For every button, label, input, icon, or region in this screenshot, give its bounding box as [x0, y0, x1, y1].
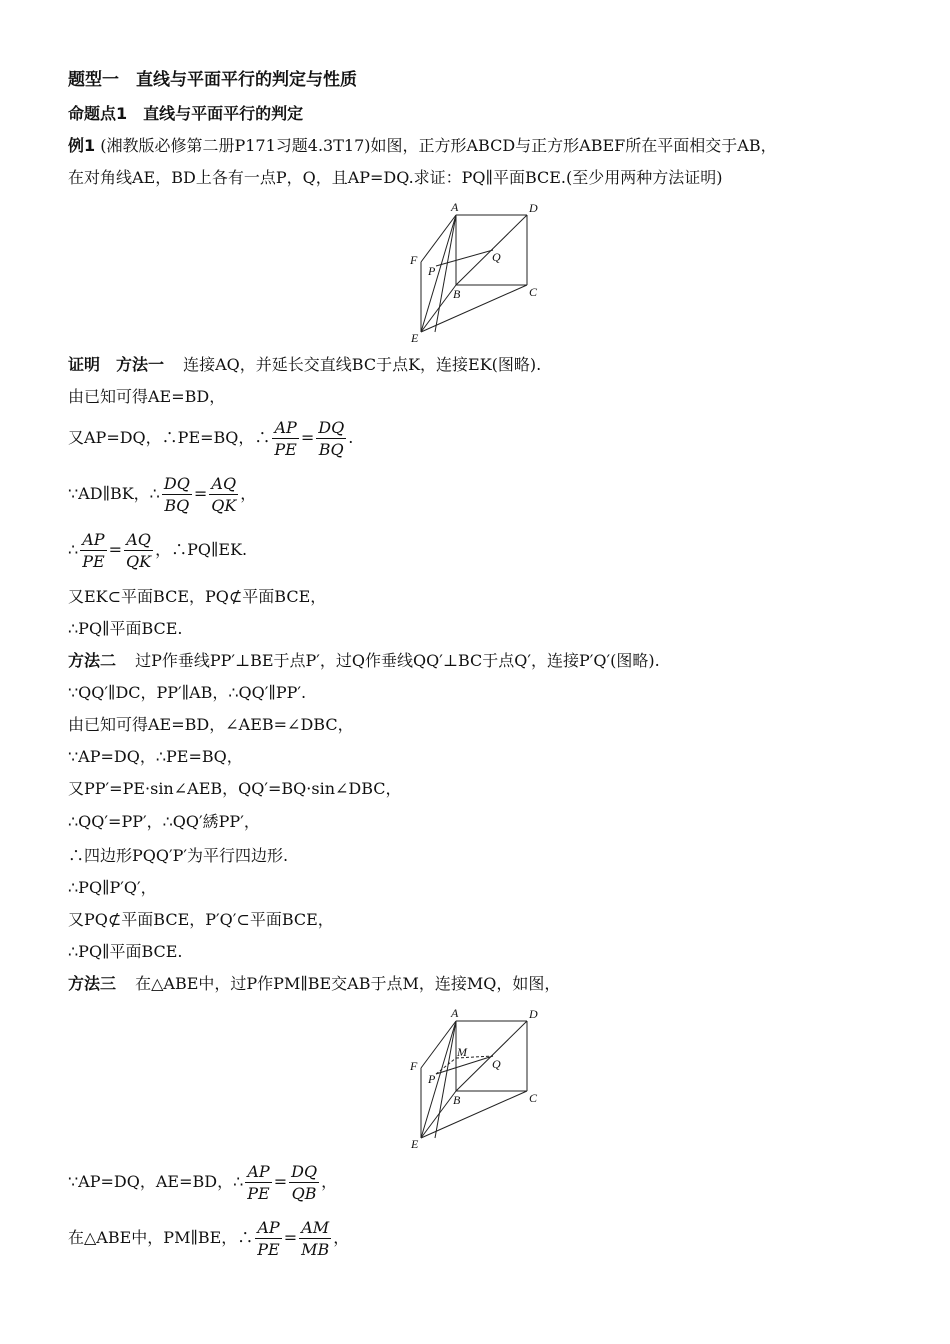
- label-F: F: [410, 1059, 418, 1073]
- fraction-num: AP: [255, 1217, 281, 1239]
- method2-line-7: ∴PQ∥P′Q′，: [68, 878, 157, 897]
- label-M: M: [457, 1045, 467, 1059]
- equals: =: [300, 428, 315, 447]
- label-Q: Q: [492, 250, 501, 264]
- label-B: B: [453, 1093, 461, 1107]
- method3-head: 方法三: [68, 974, 117, 993]
- fraction-num: DQ: [163, 474, 190, 493]
- method2-line-5: ∴QQ′=PP′，∴QQ′綉PP′，: [68, 812, 260, 831]
- example-line-2: 在对角线AE，BD上各有一点P，Q，且AP=DQ.求证：PQ∥平面BCE.(至少用两种方法证明): [68, 168, 723, 187]
- label-P: P: [428, 1072, 436, 1086]
- label-E: E: [411, 331, 419, 345]
- method2-line-9: ∴PQ∥平面BCE.: [68, 942, 183, 961]
- method2-line-3: ∵AP=DQ，∴PE=BQ，: [68, 747, 243, 766]
- method1-line-3: [68, 473, 256, 516]
- fraction-num: AP: [272, 417, 298, 439]
- cube-diagram-2: [400, 1004, 550, 1154]
- fraction-num: AP: [245, 1161, 271, 1183]
- method2-text-0: 过P作垂线PP′⊥BE于点P′，过Q作垂线QQ′⊥BC于点Q′，连接P′Q′(图略).: [135, 651, 660, 670]
- label-D: D: [529, 1007, 538, 1021]
- fraction-den: BQ: [318, 440, 344, 459]
- fraction-den: PE: [274, 440, 297, 459]
- method2-line-2: 由已知可得AE=BD，∠AEB=∠DBC，: [68, 715, 354, 734]
- fraction-den: MB: [301, 1240, 330, 1259]
- fraction-num: AM: [299, 1217, 331, 1239]
- label-C: C: [529, 285, 538, 299]
- label-F: F: [410, 253, 418, 267]
- fraction-den: QB: [291, 1184, 317, 1203]
- method3-l2-pre: 在△ABE中，PM∥BE，∴: [68, 1228, 254, 1247]
- label-Q: Q: [492, 1057, 501, 1071]
- fraction-den: QK: [211, 496, 237, 515]
- fraction-den: BQ: [164, 496, 190, 515]
- equals: =: [108, 540, 123, 559]
- fraction: [209, 473, 238, 516]
- equals: =: [193, 484, 208, 503]
- fraction: [272, 417, 298, 460]
- label-C: C: [529, 1091, 538, 1105]
- example-line-1: [68, 136, 777, 156]
- example-label: 例1: [68, 136, 96, 155]
- method1-head: 证明 方法一: [68, 355, 165, 374]
- fraction-num: AQ: [124, 529, 153, 551]
- method2-head: 方法二: [68, 651, 117, 670]
- method1-l2-pre: 又AP=DQ，∴PE=BQ，∴: [68, 428, 271, 447]
- fraction-num: DQ: [291, 1162, 318, 1181]
- fraction-den: PE: [82, 552, 105, 571]
- method3-l1-pre: ∵AP=DQ，AE=BD，∴: [68, 1172, 244, 1191]
- label-D: D: [529, 201, 538, 215]
- punct: ，: [321, 1172, 338, 1191]
- method2-line-0: [68, 651, 660, 671]
- fraction-num: AQ: [209, 473, 238, 495]
- equals: =: [273, 1172, 288, 1191]
- fraction: [299, 1217, 331, 1260]
- punct: ，: [333, 1228, 350, 1247]
- method1-line-5: 又EK⊂平面BCE，PQ⊄平面BCE，: [68, 587, 327, 606]
- fraction-den: PE: [257, 1240, 280, 1259]
- method2-line-6: ∴四边形PQQ′P′为平行四边形.: [68, 846, 289, 865]
- fraction-den: PE: [247, 1184, 270, 1203]
- fraction: [162, 473, 192, 516]
- example-text-1: (湘教版必修第二册P171习题4.3T17)如图，正方形ABCD与正方形ABEF所在平面相交于AB，: [100, 136, 777, 155]
- method3-line-0: [68, 974, 560, 994]
- fraction: [316, 417, 346, 460]
- label-A: A: [451, 1006, 459, 1020]
- method3-line-1: [68, 1161, 337, 1204]
- method1-line-2: [68, 417, 353, 460]
- method1-line-0: [68, 355, 541, 375]
- label-E: E: [411, 1137, 419, 1151]
- method3-line-2: [68, 1217, 349, 1260]
- method1-line-4: [68, 529, 247, 572]
- method1-l3-pre: ∵AD∥BK，∴: [68, 484, 160, 503]
- punct: ，: [240, 484, 257, 503]
- method2-line-8: 又PQ⊄平面BCE，P′Q′⊂平面BCE，: [68, 910, 334, 929]
- method1-l4-pre: ∴: [68, 540, 79, 559]
- method3-text-0: 在△ABE中，过P作PM∥BE交AB于点M，连接MQ，如图，: [135, 974, 561, 993]
- equals: =: [283, 1228, 298, 1247]
- subsection-title: 命题点1 直线与平面平行的判定: [68, 104, 304, 123]
- punct: ，∴PQ∥EK.: [155, 540, 248, 559]
- figure-2: [400, 1004, 550, 1158]
- label-B: B: [453, 287, 461, 301]
- method2-line-4: 又PP′=PE·sin∠AEB，QQ′=BQ·sin∠DBC，: [68, 779, 402, 798]
- fraction: [289, 1161, 319, 1204]
- method1-text-0: 连接AQ，并延长交直线BC于点K，连接EK(图略).: [183, 355, 542, 374]
- label-P: P: [428, 264, 436, 278]
- fraction-den: QK: [126, 552, 152, 571]
- punct: .: [348, 428, 354, 447]
- label-A: A: [451, 200, 459, 214]
- method1-line-1: 由已知可得AE=BD，: [68, 387, 226, 406]
- fraction: [80, 529, 106, 572]
- cube-diagram-1: [400, 198, 550, 348]
- fraction-num: DQ: [318, 418, 345, 437]
- fraction: [255, 1217, 281, 1260]
- figure-1: [400, 198, 550, 352]
- method1-line-6: ∴PQ∥平面BCE.: [68, 619, 183, 638]
- section-title: 题型一 直线与平面平行的判定与性质: [68, 70, 357, 90]
- fraction-num: AP: [80, 529, 106, 551]
- fraction: [245, 1161, 271, 1204]
- method2-line-1: ∵QQ′∥DC，PP′∥AB，∴QQ′∥PP′.: [68, 683, 307, 702]
- fraction: [124, 529, 153, 572]
